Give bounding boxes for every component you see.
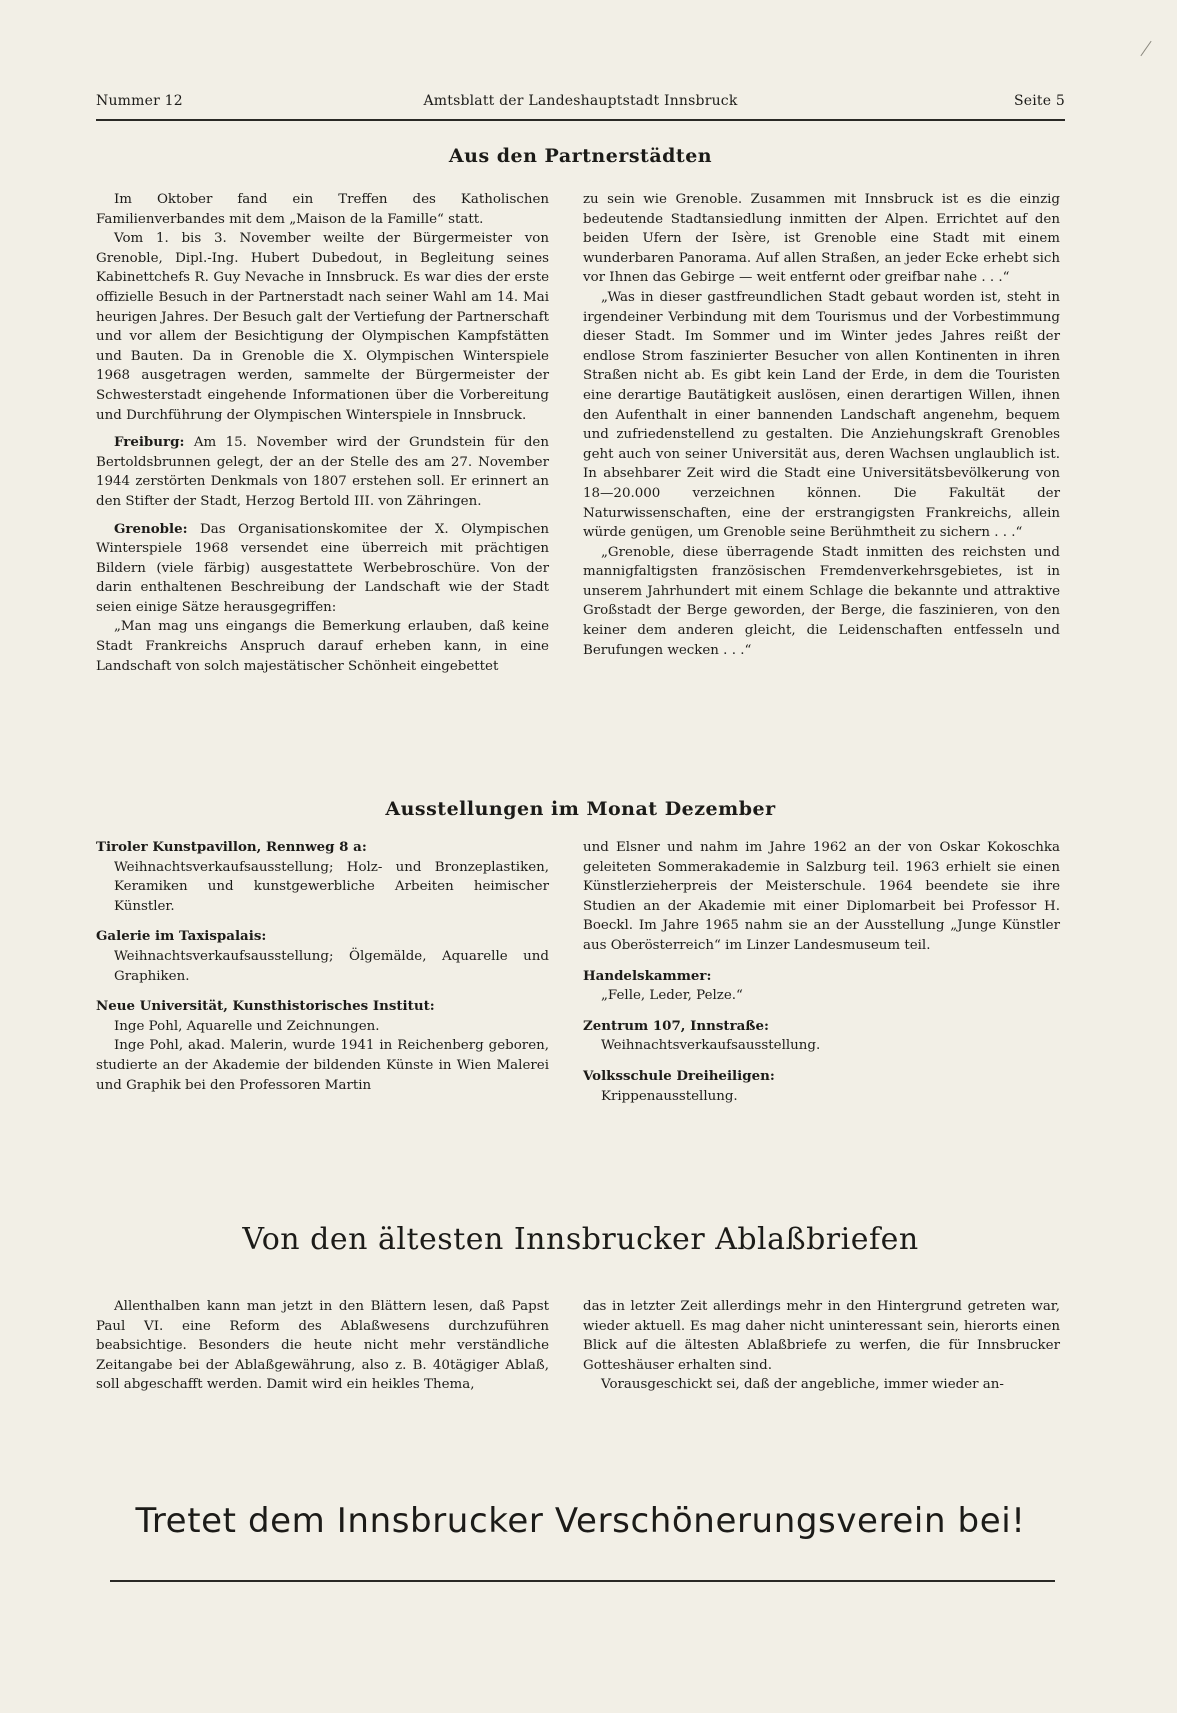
paragraph-text: Am 15. November wird der Grundstein für den Bertoldsbrunnen gelegt, der an der Stelle des am 27. November 1944 zerstörten Denkmals von 1807 erstehen soll. Er erinnert an den Stifter der Stadt, Herzog Bertold III. von Zähringen. — [96, 435, 549, 509]
exhibition-description: Inge Pohl, Aquarelle und Zeichnungen. — [114, 1018, 380, 1034]
exhibitions-left-column — [96, 838, 549, 1095]
slogan-banner: Tretet dem Innsbrucker Verschönerungsverein bei! — [135, 1501, 1026, 1541]
exhibition-venue: Volksschule Dreiheiligen: — [583, 1067, 775, 1084]
issue-number: Nummer 12 — [96, 93, 183, 109]
paragraph: „Man mag uns eingangs die Bemerkung erlauben, daß keine Stadt Frankreichs Anspruch darauf erheben kann, in eine Landschaft von solch majestätischer Schönheit eingebettet — [96, 619, 549, 674]
paragraph: zu sein wie Grenoble. Zusammen mit Innsbruck ist es die einzig bedeutende Stadtansiedlung inmitten der Alpen. Errichtet auf den beiden Ufern der Isère, ist Grenoble eine Stadt mit einem wunderbaren Panorama. Auf allen Straßen, an jeder Ecke erhebt sich vor Ihnen das Gebirge — weit entfernt oder greifbar nahe . . .“ — [583, 192, 1060, 286]
exhibition-entry — [583, 1067, 1060, 1106]
exhibition-venue: Zentrum 107, Innstraße: — [583, 1017, 769, 1034]
place-label: Freiburg: — [114, 434, 185, 451]
paragraph: Allenthalben kann man jetzt in den Blättern lesen, daß Papst Paul VI. eine Reform des Ablaßwesens durchzuführen beabsichtige. Besonders die heute nicht mehr verständliche Zeitangabe bei der Ablaßgewährung, also z. B. 40tägiger Ablaß, soll abgeschafft werden. Damit wird ein heikles Thema, — [96, 1299, 549, 1393]
paragraph: „Grenoble, diese überragende Stadt inmitten des reichsten und mannigfaltigsten französischen Fremdenverkehrsgebietes, ist in unserem Jahrhundert mit einem Schlage die bekannte und attraktive Großstadt der Berge geworden, der Berge, die faszinieren, von den keiner dem anderen gleicht, die Leidenschaften entfesseln und Berufungen wecken . . .“ — [583, 544, 1060, 658]
exhibition-entry — [96, 927, 549, 986]
exhibition-entry — [96, 997, 549, 1095]
exhibition-venue: Neue Universität, Kunsthistorisches Institut: — [96, 998, 435, 1015]
exhibition-venue: Galerie im Taxispalais: — [96, 928, 267, 945]
paragraph: Im Oktober fand ein Treffen des Katholischen Familienverbandes mit dem „Maison de la Famille“ statt. — [96, 192, 549, 227]
exhibition-venue: Tiroler Kunstpavillon, Rennweg 8 a: — [96, 839, 367, 855]
exhibition-description: Weihnachtsverkaufsausstellung. — [601, 1038, 821, 1054]
article-right-column — [583, 1297, 1060, 1395]
exhibition-entry — [96, 838, 549, 916]
partner-left-column — [96, 190, 549, 676]
article-left-column — [96, 1297, 549, 1395]
paragraph-text: Das Organisationskomitee der X. Olympischen Winterspiele 1968 versendet eine überreich mit prächtigen Bildern (viele färbig) ausgestattete Werbebroschüre. Von der darin enthaltenen Beschreibung der Landschaft wie der Stadt seien einige Sätze herausgegriffen: — [96, 521, 549, 615]
artist-biography-continued: und Elsner und nahm im Jahre 1962 an der von Oskar Kokoschka geleiteten Sommerakademie in Salzburg teil. 1963 erhielt sie einen Künstlerzieherpreis der Meisterschule. 1964 beendete sie ihre Studien an der Akademie mit einer Diplomarbeit bei Professor H. Boeckl. Im Jahre 1965 nahm sie an der Ausstellung „Junge Künstler aus Oberösterreich“ im Linzer Landesmuseum teil. — [583, 840, 1060, 953]
exhibition-entry — [583, 1017, 1060, 1056]
paragraph: „Was in dieser gastfreundlichen Stadt gebaut worden ist, steht in irgendeiner Verbindung mit dem Tourismus und der Vorbestimmung dieser Stadt. Im Sommer und im Winter jedes Jahres reißt der endlose Strom faszinierter Besucher von allen Kontinenten in ihren Straßen nicht ab. Es gibt kein Land der Erde, in dem die Touristen eine derartige Bautätigkeit auslösen, einen derartigen Willen, ihnen den Aufenthalt in einer bannenden Landschaft angenehm, bequem und zufriedenstellend zu gestalten. Die Anziehungskraft Grenobles geht auch von seiner Universität aus, deren Wachsen unglaublich ist. In absehbarer Zeit wird die Stadt eine Universitätsbevölkerung von 18—20.000 verzeichnen können. Die Fakultät der Naturwissenschaften, eine der erstrangigsten Frankreichs, allein würde genügen, um Grenoble seine Berühmtheit zu sichern . . .“ — [583, 289, 1060, 541]
exhibition-entry — [583, 967, 1060, 1006]
article-title: Von den ältesten Innsbrucker Ablaßbriefen — [242, 1222, 919, 1257]
paragraph — [96, 433, 549, 511]
artist-biography: Inge Pohl, akad. Malerin, wurde 1941 in Reichenberg geboren, studierte an der Akademie der bildenden Künste in Wien Malerei und Graphik bei den Professoren Martin — [96, 1038, 549, 1093]
exhibitions-right-column — [583, 838, 1060, 1106]
paragraph: Vom 1. bis 3. November weilte der Bürgermeister von Grenoble, Dipl.-Ing. Hubert Dubedout, in Begleitung seines Kabinettchefs R. Guy Nevache in Innsbruck. Es war dies der erste offizielle Besuch in der Partnerstadt nach seiner Wahl am 14. Mai heurigen Jahres. Der Besuch galt der Vertiefung der Partnerschaft und vor allem der Besichtigung der Olympischen Kampfstätten und Bauten. Da in Grenoble die X. Olympischen Winterspiele 1968 ausgetragen werden, sammelte der Bürgermeister der Schwesterstadt eingehende Informationen über die Vorbereitung und Durchführung der Olympischen Winterspiele in Innsbruck. — [96, 231, 549, 423]
page-number: Seite 5 — [1013, 93, 1065, 109]
paragraph — [96, 520, 549, 618]
publication-title: Amtsblatt der Landeshauptstadt Innsbruck — [423, 93, 738, 109]
page-header — [96, 93, 1065, 115]
place-label: Grenoble: — [114, 520, 188, 537]
bottom-rule — [110, 1580, 1055, 1582]
header-rule — [96, 119, 1065, 121]
exhibition-description: Krippenausstellung. — [601, 1088, 738, 1104]
paragraph: Vorausgeschickt sei, daß der angebliche, immer wieder an- — [601, 1377, 1004, 1393]
partner-section-title: Aus den Partnerstädten — [448, 145, 713, 167]
scan-mark — [1140, 41, 1151, 56]
partner-right-column — [583, 190, 1060, 660]
paragraph: das in letzter Zeit allerdings mehr in den Hintergrund getreten war, wieder aktuell. Es mag daher nicht uninteressant sein, hierorts einen Blick auf die ältesten Ablaßbriefe zu werfen, die für Innsbrucker Gotteshäuser erhalten sind. — [583, 1299, 1060, 1373]
exhibition-description: Weihnachtsverkaufsausstellung; Holz- und Bronzeplastiken, Keramiken und kunstgewerbliche Arbeiten heimischer Künstler. — [114, 859, 549, 914]
exhibition-description: Weihnachtsverkaufsausstellung; Ölgemälde, Aquarelle und Graphiken. — [114, 948, 549, 984]
exhibition-venue: Handelskammer: — [583, 967, 712, 984]
exhibitions-section-title: Ausstellungen im Monat Dezember — [385, 798, 776, 820]
exhibition-description: „Felle, Leder, Pelze.“ — [601, 988, 743, 1004]
